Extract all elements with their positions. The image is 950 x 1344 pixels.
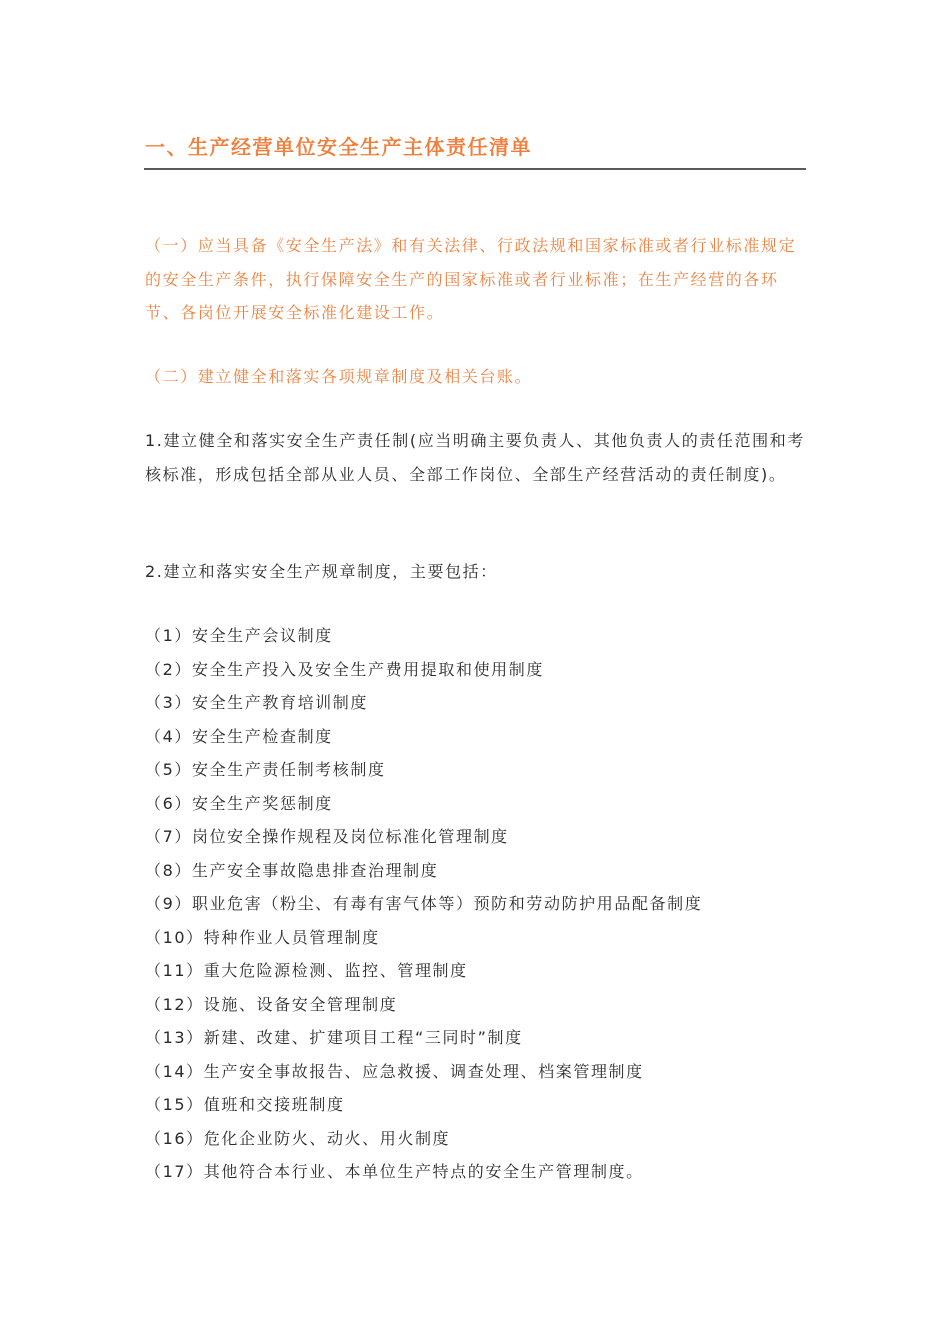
- list-item: （3）安全生产教育培训制度: [145, 693, 368, 712]
- list-item: （4）安全生产检查制度: [145, 726, 333, 746]
- paragraph-responsibility-system: 1.建立健全和落实安全生产责任制(应当明确主要负责人、其他负责人的责任范围和考核标准，形成包括全部从业人员、全部工作岗位、全部生产经营活动的责任制度)。: [145, 431, 805, 484]
- title-underline: [144, 168, 806, 170]
- section-title: 一、生产经营单位安全生产主体责任清单: [145, 135, 532, 159]
- paragraph-rules-intro: 2.建立和落实安全生产规章制度，主要包括：: [145, 562, 498, 581]
- list-item: （10）特种作业人员管理制度: [145, 927, 380, 947]
- list-item: （11）重大危险源检测、监控、管理制度: [145, 961, 468, 980]
- list-item: （8）生产安全事故隐患排查治理制度: [145, 860, 439, 880]
- paragraph-requirement-1: （一）应当具备《安全生产法》和有关法律、行政法规和国家标准或者行业标准规定的安全生产条件，执行保障安全生产的国家标准或者行业标准；在生产经营的各环节、各岗位开展安全标准化建设工作。: [145, 236, 797, 322]
- paragraph-requirement-2: （二）建立健全和落实各项规章制度及相关台账。: [145, 367, 533, 386]
- list-item: （2）安全生产投入及安全生产费用提取和使用制度: [145, 659, 544, 679]
- list-item: （7）岗位安全操作规程及岗位标准化管理制度: [145, 827, 509, 846]
- list-item: （14）生产安全事故报告、应急救援、调查处理、档案管理制度: [145, 1061, 644, 1081]
- list-item: （12）设施、设备安全管理制度: [145, 994, 398, 1014]
- list-item: （6）安全生产奖惩制度: [145, 793, 333, 813]
- list-item: （15）值班和交接班制度: [145, 1095, 345, 1114]
- list-item: （17）其他符合本行业、本单位生产特点的安全生产管理制度。: [145, 1162, 644, 1181]
- list-item: （1）安全生产会议制度: [145, 626, 333, 645]
- list-item: （13）新建、改建、扩建项目工程“三同时”制度: [145, 1028, 523, 1047]
- list-item: （5）安全生产责任制考核制度: [145, 760, 386, 779]
- rules-list: [145, 619, 805, 1189]
- list-item: （16）危化企业防火、动火、用火制度: [145, 1128, 451, 1148]
- list-item: （9）职业危害（粉尘、有毒有害气体等）预防和劳动防护用品配备制度: [145, 894, 703, 913]
